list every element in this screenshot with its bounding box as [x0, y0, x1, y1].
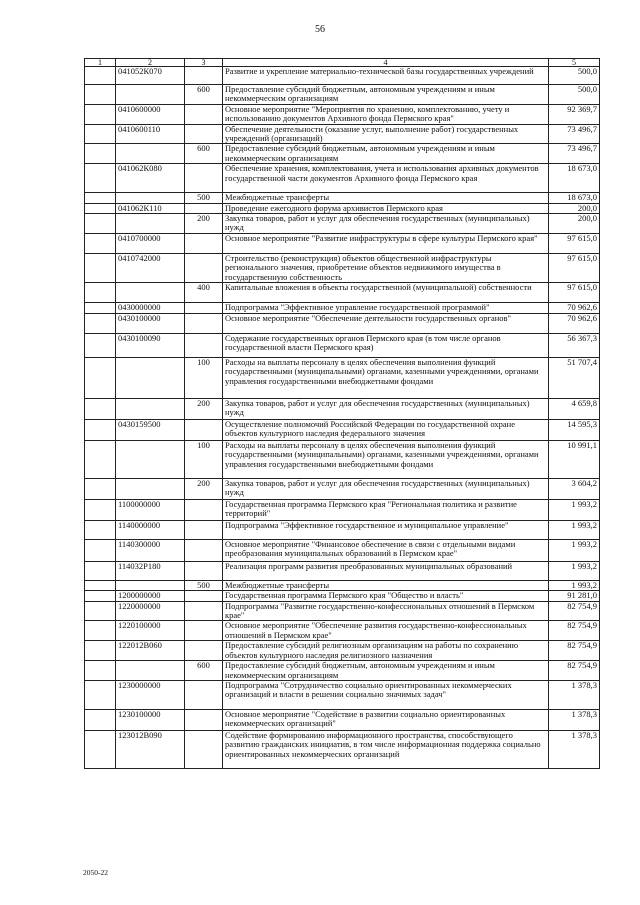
cell-c5: 1 993,2 [549, 539, 600, 561]
table-row [85, 164, 600, 193]
cell-c4: Подпрограмма "Сотрудничество социально ориентированных некоммерческих организаций и власти в решении социально значимых задач" [223, 680, 549, 709]
cell-c3 [185, 520, 223, 539]
table-row [85, 234, 600, 254]
table-row [85, 641, 600, 661]
table-row [85, 104, 600, 124]
cell-c4: Предоставление субсидий религиозным организациям на работы по сохранению объектов культурного наследия религиозного назначения [223, 641, 549, 661]
cell-c1 [85, 499, 116, 520]
cell-c5: 73 496,7 [549, 124, 600, 144]
table-row [85, 680, 600, 709]
cell-c5: 500,0 [549, 85, 600, 105]
cell-c3: 600 [185, 144, 223, 164]
cell-c2: 1140000000 [116, 520, 185, 539]
cell-c2: 0430159500 [116, 419, 185, 440]
cell-c1 [85, 283, 116, 303]
cell-c2 [116, 580, 185, 590]
page-number: 56 [315, 24, 325, 35]
table-row [85, 303, 600, 313]
cell-c4: Содействие формированию информационного пространства, способствующего развитию гражданских инициатив, в том числе информационная поддержка социально ориентированных некоммерческих организаций [223, 730, 549, 768]
cell-c2 [116, 214, 185, 234]
cell-c3 [185, 641, 223, 661]
cell-c5: 1 993,2 [549, 520, 600, 539]
cell-c2 [116, 357, 185, 398]
cell-c5: 82 754,9 [549, 601, 600, 621]
cell-c5: 1 993,2 [549, 499, 600, 520]
cell-c1 [85, 398, 116, 419]
cell-c1 [85, 124, 116, 144]
cell-c4: Предоставление субсидий бюджетным, автономным учреждениям и иным некоммерческим организациям [223, 85, 549, 105]
cell-c2: 1100000000 [116, 499, 185, 520]
cell-c5: 18 673,0 [549, 164, 600, 193]
cell-c5: 97 615,0 [549, 254, 600, 283]
cell-c5: 70 962,6 [549, 313, 600, 333]
cell-c3 [185, 709, 223, 730]
cell-c4: Закупка товаров, работ и услуг для обеспечения государственных (муниципальных) нужд [223, 398, 549, 419]
cell-c5: 18 673,0 [549, 193, 600, 203]
table-row [85, 333, 600, 357]
table-row [85, 283, 600, 303]
table-row [85, 214, 600, 234]
cell-c5: 73 496,7 [549, 144, 600, 164]
cell-c3 [185, 561, 223, 580]
cell-c3 [185, 601, 223, 621]
cell-c2: 1200000000 [116, 591, 185, 601]
cell-c5: 51 707,4 [549, 357, 600, 398]
cell-c1 [85, 419, 116, 440]
cell-c1 [85, 214, 116, 234]
table-row [85, 398, 600, 419]
cell-c1 [85, 478, 116, 499]
cell-c4: Основное мероприятие "Обеспечение деятельности государственных органов" [223, 313, 549, 333]
cell-c1 [85, 591, 116, 601]
table-row [85, 661, 600, 681]
budget-table [84, 58, 600, 769]
cell-c2: 0410742000 [116, 254, 185, 283]
table-row [85, 85, 600, 105]
cell-c1 [85, 641, 116, 661]
cell-c1 [85, 357, 116, 398]
cell-c5: 97 615,0 [549, 283, 600, 303]
cell-c1 [85, 193, 116, 203]
cell-c5: 4 659,8 [549, 398, 600, 419]
cell-c3 [185, 730, 223, 768]
cell-c4: Обеспечение деятельности (оказание услуг, выполнение работ) государственных учреждений (организаций) [223, 124, 549, 144]
cell-c5: 92 369,7 [549, 104, 600, 124]
cell-c4: Капитальные вложения в объекты государственной (муниципальной) собственности [223, 283, 549, 303]
cell-c3 [185, 164, 223, 193]
cell-c2: 1220000000 [116, 601, 185, 621]
cell-c2 [116, 85, 185, 105]
cell-c4: Расходы на выплаты персоналу в целях обеспечения выполнения функций государственными (муниципальными) органами, казенными учреждениями, органами управления государственными внебюджетными фондами [223, 440, 549, 478]
cell-c4: Содержание государственных органов Пермского края (в том числе органов государственной власти Пермского края) [223, 333, 549, 357]
header-col-2: 2 [116, 59, 185, 67]
cell-c3: 500 [185, 580, 223, 590]
cell-c2 [116, 283, 185, 303]
cell-c3: 600 [185, 85, 223, 105]
table-row [85, 580, 600, 590]
cell-c3: 500 [185, 193, 223, 203]
cell-c4: Подпрограмма "Эффективное государственное и муниципальное управление" [223, 520, 549, 539]
cell-c5: 82 754,9 [549, 641, 600, 661]
cell-c4: Межбюджетные трансферты [223, 580, 549, 590]
cell-c5: 500,0 [549, 67, 600, 85]
cell-c2: 041062К080 [116, 164, 185, 193]
cell-c3 [185, 67, 223, 85]
cell-c2 [116, 398, 185, 419]
cell-c1 [85, 164, 116, 193]
cell-c5: 70 962,6 [549, 303, 600, 313]
table-row [85, 520, 600, 539]
cell-c1 [85, 520, 116, 539]
table-header-row [85, 59, 600, 67]
table-row [85, 478, 600, 499]
cell-c3: 400 [185, 283, 223, 303]
header-col-3: 3 [185, 59, 223, 67]
cell-c2: 122012В060 [116, 641, 185, 661]
cell-c1 [85, 539, 116, 561]
cell-c3 [185, 591, 223, 601]
cell-c2: 0410700000 [116, 234, 185, 254]
cell-c1 [85, 203, 116, 213]
cell-c5: 1 993,2 [549, 561, 600, 580]
table-row [85, 730, 600, 768]
cell-c1 [85, 730, 116, 768]
cell-c4: Основное мероприятие "Финансовое обеспечение в связи с отдельными видами преобразования муниципальных образований в Пермском крае" [223, 539, 549, 561]
cell-c3 [185, 419, 223, 440]
cell-c2 [116, 478, 185, 499]
cell-c4: Государственная программа Пермского края "Региональная политика и развитие территорий" [223, 499, 549, 520]
cell-c4: Реализация программ развития преобразованных муниципальных образований [223, 561, 549, 580]
cell-c4: Предоставление субсидий бюджетным, автономным учреждениям и иным некоммерческим организациям [223, 144, 549, 164]
cell-c2: 0410600000 [116, 104, 185, 124]
cell-c5: 1 378,3 [549, 709, 600, 730]
cell-c1 [85, 561, 116, 580]
cell-c1 [85, 144, 116, 164]
cell-c1 [85, 85, 116, 105]
cell-c3 [185, 539, 223, 561]
table-row [85, 193, 600, 203]
cell-c3 [185, 104, 223, 124]
cell-c5: 14 595,3 [549, 419, 600, 440]
cell-c2: 1220100000 [116, 621, 185, 641]
cell-c1 [85, 313, 116, 333]
cell-c4: Закупка товаров, работ и услуг для обеспечения государственных (муниципальных) нужд [223, 214, 549, 234]
cell-c2: 1230000000 [116, 680, 185, 709]
cell-c2 [116, 144, 185, 164]
cell-c3: 200 [185, 478, 223, 499]
cell-c3: 100 [185, 357, 223, 398]
cell-c2: 041062К110 [116, 203, 185, 213]
cell-c2 [116, 661, 185, 681]
table-row [85, 561, 600, 580]
cell-c4: Основное мероприятие "Содействие в развитии социально ориентированных некоммерческих организаций" [223, 709, 549, 730]
cell-c2: 1230100000 [116, 709, 185, 730]
cell-c3 [185, 203, 223, 213]
cell-c3 [185, 234, 223, 254]
table-row [85, 203, 600, 213]
cell-c1 [85, 580, 116, 590]
cell-c1 [85, 67, 116, 85]
cell-c3: 100 [185, 440, 223, 478]
cell-c3 [185, 254, 223, 283]
footer-code: 2050-22 [83, 868, 108, 877]
cell-c5: 1 378,3 [549, 680, 600, 709]
table-row [85, 313, 600, 333]
cell-c4: Подпрограмма "Развитие государственно-конфессиональных отношений в Пермском крае" [223, 601, 549, 621]
cell-c3: 200 [185, 214, 223, 234]
cell-c3 [185, 621, 223, 641]
table-row [85, 499, 600, 520]
cell-c3 [185, 499, 223, 520]
cell-c1 [85, 621, 116, 641]
cell-c4: Закупка товаров, работ и услуг для обеспечения государственных (муниципальных) нужд [223, 478, 549, 499]
cell-c3: 600 [185, 661, 223, 681]
cell-c5: 97 615,0 [549, 234, 600, 254]
table-row [85, 591, 600, 601]
cell-c3 [185, 303, 223, 313]
cell-c1 [85, 709, 116, 730]
cell-c2: 041052К070 [116, 67, 185, 85]
cell-c4: Подпрограмма "Эффективное управление государственной программой" [223, 303, 549, 313]
table-row [85, 440, 600, 478]
cell-c4: Обеспечение хранения, комплектования, учета и использования архивных документов государственной части документов Архивного фонда Пермского края [223, 164, 549, 193]
cell-c2 [116, 193, 185, 203]
cell-c1 [85, 303, 116, 313]
cell-c2: 123012В090 [116, 730, 185, 768]
table-body [85, 67, 600, 769]
cell-c1 [85, 104, 116, 124]
header-col-1: 1 [85, 59, 116, 67]
cell-c4: Расходы на выплаты персоналу в целях обеспечения выполнения функций государственными (муниципальными) органами, казенными учреждениями, органами управления государственными внебюджетными фондами [223, 357, 549, 398]
table-row [85, 539, 600, 561]
cell-c2: 0430100000 [116, 313, 185, 333]
cell-c1 [85, 680, 116, 709]
cell-c4: Предоставление субсидий бюджетным, автономным учреждениям и иным некоммерческим организациям [223, 661, 549, 681]
cell-c4: Осуществление полномочий Российской Федерации по государственной охране объектов культурного наследия федерального значения [223, 419, 549, 440]
cell-c2: 0430100090 [116, 333, 185, 357]
cell-c3 [185, 680, 223, 709]
cell-c2: 114032Р180 [116, 561, 185, 580]
header-col-5: 5 [549, 59, 600, 67]
cell-c5: 91 281,0 [549, 591, 600, 601]
cell-c1 [85, 661, 116, 681]
cell-c3 [185, 313, 223, 333]
cell-c1 [85, 333, 116, 357]
cell-c1 [85, 440, 116, 478]
cell-c1 [85, 254, 116, 283]
cell-c5: 56 367,3 [549, 333, 600, 357]
table-row [85, 357, 600, 398]
table-row [85, 254, 600, 283]
cell-c1 [85, 234, 116, 254]
cell-c1 [85, 601, 116, 621]
cell-c4: Межбюджетные трансферты [223, 193, 549, 203]
cell-c4: Строительство (реконструкция) объектов общественной инфраструктуры регионального значения, приобретение объектов недвижимого имущества в государственную собственность [223, 254, 549, 283]
cell-c5: 82 754,9 [549, 621, 600, 641]
cell-c5: 1 378,3 [549, 730, 600, 768]
table-row [85, 621, 600, 641]
cell-c5: 200,0 [549, 214, 600, 234]
cell-c5: 1 993,2 [549, 580, 600, 590]
cell-c4: Проведение ежегодного форума архивистов Пермского края [223, 203, 549, 213]
table-row [85, 124, 600, 144]
cell-c4: Основное мероприятие "Мероприятия по хранению, комплектованию, учету и использованию документов Архивного фонда Пермского края" [223, 104, 549, 124]
header-col-4: 4 [223, 59, 549, 67]
table-row [85, 67, 600, 85]
cell-c5: 200,0 [549, 203, 600, 213]
cell-c2 [116, 440, 185, 478]
cell-c2: 0430000000 [116, 303, 185, 313]
cell-c4: Основное мероприятие "Развитие инфраструктуры в сфере культуры Пермского края" [223, 234, 549, 254]
cell-c5: 82 754,9 [549, 661, 600, 681]
cell-c2: 1140300000 [116, 539, 185, 561]
cell-c4: Основное мероприятие "Обеспечение развития государственно-конфессиональных отношений в Пермском крае" [223, 621, 549, 641]
table-row [85, 601, 600, 621]
cell-c5: 10 991,1 [549, 440, 600, 478]
table-row [85, 709, 600, 730]
cell-c2: 0410600110 [116, 124, 185, 144]
cell-c3 [185, 333, 223, 357]
cell-c5: 3 604,2 [549, 478, 600, 499]
cell-c4: Государственная программа Пермского края "Общество и власть" [223, 591, 549, 601]
table-row [85, 144, 600, 164]
cell-c4: Развитие и укрепление материально-технической базы государственных учреждений [223, 67, 549, 85]
cell-c3 [185, 124, 223, 144]
cell-c3: 200 [185, 398, 223, 419]
table-row [85, 419, 600, 440]
